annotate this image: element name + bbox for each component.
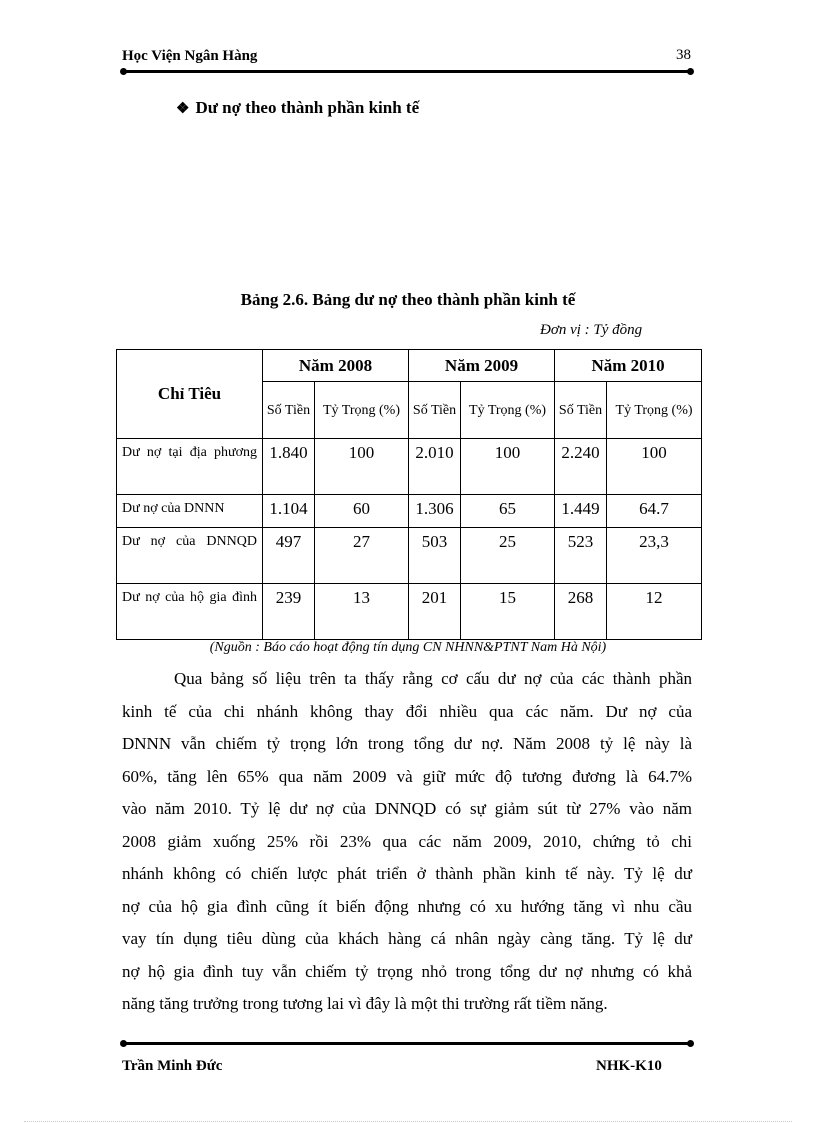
cell-value: 1.104	[263, 495, 315, 528]
section-heading-text: Dư nợ theo thành phần kinh tế	[195, 98, 420, 117]
paragraph-line: vào năm 2010. Tỷ lệ dư nợ của DNNQD có sự giảm sút từ 27% vào năm	[122, 799, 692, 818]
cell-value: 13	[315, 584, 409, 640]
sub-header-share: Tỷ Trọng (%)	[315, 382, 409, 439]
cell-value: 1.306	[409, 495, 461, 528]
cell-value: 100	[607, 439, 702, 495]
table-row	[117, 495, 702, 528]
cell-value: 25	[461, 528, 555, 584]
year-2009-header: Năm 2009	[409, 350, 555, 382]
paragraph-line: 60%, tăng lên 65% qua năm 2009 và giữ mức độ tương đương là 64.7%	[122, 766, 692, 786]
row-label: Dư nợ của hộ gia đình	[117, 584, 263, 640]
footer-rule-right-dot	[687, 1040, 694, 1047]
cell-value: 15	[461, 584, 555, 640]
cell-value: 100	[461, 439, 555, 495]
table-unit: Đơn vị : Tỷ đồng	[540, 322, 643, 338]
cell-value: 2.240	[555, 439, 607, 495]
paragraph-line: năng tăng trưởng trong tương lai vì đây là một thi trường rất tiềm năng.	[122, 994, 608, 1013]
debt-table	[116, 349, 702, 640]
cell-value: 64.7	[607, 495, 702, 528]
paragraph-line: nợ hộ gia đình tuy vẫn chiếm tỷ trọng nhỏ trong tổng dư nợ nhưng có khả	[122, 961, 692, 981]
analysis-paragraph	[122, 663, 692, 1021]
cell-value: 503	[409, 528, 461, 584]
header-rule-right-dot	[687, 68, 694, 75]
cell-value: 497	[263, 528, 315, 584]
paragraph-line: vay tín dụng tiêu dùng của khách hàng cá nhân ngày càng tăng. Tỷ lệ dư	[122, 929, 692, 948]
section-heading	[176, 98, 419, 118]
year-2008-header: Năm 2008	[263, 350, 409, 382]
row-label: Dư nợ của DNNQD	[117, 528, 263, 584]
cell-value: 201	[409, 584, 461, 640]
table-source-note: (Nguồn : Báo cáo hoạt động tín dụng CN NHNN&PTNT Nam Hà Nội)	[209, 640, 607, 655]
sub-header-amount: Số Tiền	[263, 382, 315, 439]
header-institution: Học Viện Ngân Hàng	[122, 48, 258, 64]
table-caption: Bảng 2.6. Bảng dư nợ theo thành phần kinh tế	[240, 290, 576, 309]
sub-header-share: Tỷ Trọng (%)	[607, 382, 702, 439]
sub-header-amount: Số Tiền	[555, 382, 607, 439]
table-row	[117, 584, 702, 640]
paragraph-line: nợ của hộ gia đình cũng ít biến động nhưng có xu hướng tăng vì nhu cầu	[122, 896, 692, 916]
sub-header-amount: Số Tiền	[409, 382, 461, 439]
cell-value: 239	[263, 584, 315, 640]
paragraph-line: kinh tế của chi nhánh không thay đổi nhiều qua các năm. Dư nợ của	[122, 701, 692, 721]
footer-rule	[124, 1042, 690, 1045]
paragraph-line: nhánh không có chiến lược phát triển ở thành phần kinh tế này. Tỷ lệ dư	[122, 864, 692, 883]
cell-value: 60	[315, 495, 409, 528]
paragraph-line: Qua bảng số liệu trên ta thấy rằng cơ cấu dư nợ của các thành phần	[174, 669, 692, 688]
header-rule	[124, 70, 690, 73]
row-header-cell: Chỉ Tiêu	[117, 350, 263, 439]
table-row	[117, 439, 702, 495]
year-2010-header: Năm 2010	[555, 350, 702, 382]
paragraph-line: DNNN vẫn chiếm tỷ trọng lớn trong tổng dư nợ. Năm 2008 tỷ lệ này là	[122, 734, 692, 753]
cell-value: 100	[315, 439, 409, 495]
cell-value: 23,3	[607, 528, 702, 584]
cell-value: 1.840	[263, 439, 315, 495]
paragraph-line: 2008 giảm xuống 25% rồi 23% qua các năm 2009, 2010, chứng tỏ chi	[122, 831, 692, 851]
cell-value: 523	[555, 528, 607, 584]
table-row	[117, 528, 702, 584]
cell-value: 12	[607, 584, 702, 640]
cell-value: 65	[461, 495, 555, 528]
footer-author: Trần Minh Đức	[122, 1058, 223, 1074]
footer-class-code: NHK-K10	[596, 1058, 662, 1074]
row-label: Dư nợ của DNNN	[117, 495, 263, 528]
page-number: 38	[676, 47, 691, 63]
diamond-bullet-icon: ❖	[176, 101, 190, 117]
sub-header-share: Tỷ Trọng (%)	[461, 382, 555, 439]
cell-value: 27	[315, 528, 409, 584]
row-label: Dư nợ tại địa phương	[117, 439, 263, 495]
cell-value: 2.010	[409, 439, 461, 495]
page-edge-divider	[24, 1121, 792, 1122]
cell-value: 268	[555, 584, 607, 640]
cell-value: 1.449	[555, 495, 607, 528]
